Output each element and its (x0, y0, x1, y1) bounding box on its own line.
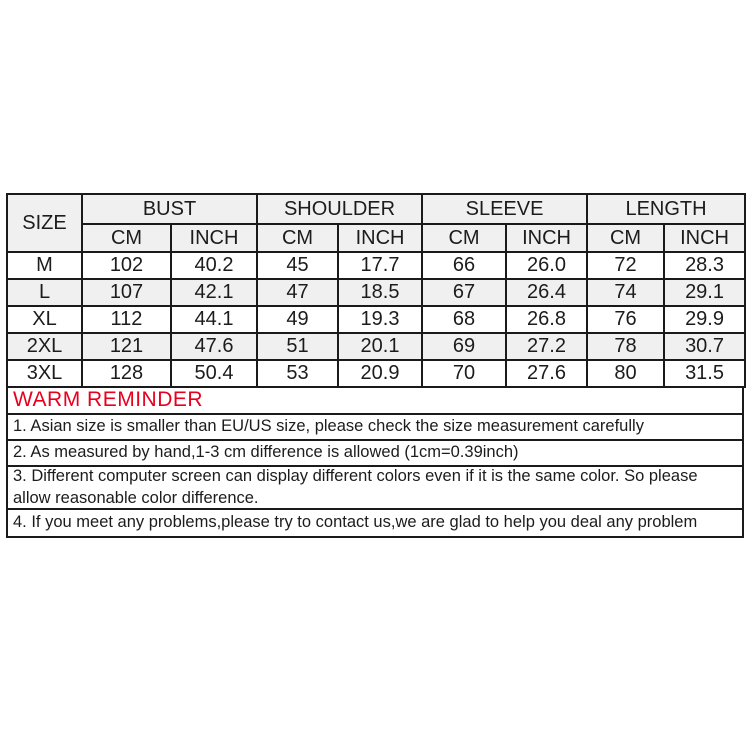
value-cell: 28.3 (664, 252, 745, 279)
value-cell: 53 (257, 360, 338, 387)
reminder-note-1: 1. Asian size is smaller than EU/US size, please check the size measurement carefully (6, 413, 744, 441)
unit-header-length-inch: INCH (664, 224, 745, 252)
size-cell: L (7, 279, 82, 306)
size-cell: M (7, 252, 82, 279)
size-cell: 2XL (7, 333, 82, 360)
group-header-bust: BUST (82, 194, 257, 224)
value-cell: 80 (587, 360, 664, 387)
size-column-header: SIZE (7, 194, 82, 252)
value-cell: 107 (82, 279, 171, 306)
unit-header-bust-cm: CM (82, 224, 171, 252)
table-row-3xl (7, 360, 745, 387)
unit-header-shoulder-inch: INCH (338, 224, 422, 252)
size-cell: 3XL (7, 360, 82, 387)
value-cell: 68 (422, 306, 506, 333)
group-header-shoulder: SHOULDER (257, 194, 422, 224)
value-cell: 27.2 (506, 333, 587, 360)
value-cell: 70 (422, 360, 506, 387)
reminder-title: WARM REMINDER (6, 386, 744, 415)
group-header-length: LENGTH (587, 194, 745, 224)
table-row-xl (7, 306, 745, 333)
size-table (6, 193, 746, 388)
table-header-row-groups (7, 194, 745, 224)
value-cell: 42.1 (171, 279, 257, 306)
group-header-sleeve: SLEEVE (422, 194, 587, 224)
value-cell: 66 (422, 252, 506, 279)
value-cell: 29.9 (664, 306, 745, 333)
value-cell: 17.7 (338, 252, 422, 279)
unit-header-sleeve-inch: INCH (506, 224, 587, 252)
value-cell: 69 (422, 333, 506, 360)
unit-header-shoulder-cm: CM (257, 224, 338, 252)
value-cell: 121 (82, 333, 171, 360)
value-cell: 31.5 (664, 360, 745, 387)
value-cell: 67 (422, 279, 506, 306)
unit-header-length-cm: CM (587, 224, 664, 252)
value-cell: 102 (82, 252, 171, 279)
value-cell: 128 (82, 360, 171, 387)
value-cell: 44.1 (171, 306, 257, 333)
value-cell: 78 (587, 333, 664, 360)
value-cell: 29.1 (664, 279, 745, 306)
value-cell: 20.1 (338, 333, 422, 360)
value-cell: 27.6 (506, 360, 587, 387)
reminder-note-3: 3. Different computer screen can display different colors even if it is the same color. So please allow reasonable color difference. (6, 465, 744, 510)
value-cell: 30.7 (664, 333, 745, 360)
size-cell: XL (7, 306, 82, 333)
table-row-l (7, 279, 745, 306)
table-row-m (7, 252, 745, 279)
value-cell: 72 (587, 252, 664, 279)
value-cell: 26.8 (506, 306, 587, 333)
table-row-2xl (7, 333, 745, 360)
value-cell: 51 (257, 333, 338, 360)
reminder-note-4: 4. If you meet any problems,please try to contact us,we are glad to help you deal any problem (6, 508, 744, 538)
value-cell: 49 (257, 306, 338, 333)
unit-header-bust-inch: INCH (171, 224, 257, 252)
table-header-row-units (7, 224, 745, 252)
value-cell: 20.9 (338, 360, 422, 387)
reminder-section (6, 386, 744, 538)
value-cell: 19.3 (338, 306, 422, 333)
value-cell: 112 (82, 306, 171, 333)
unit-header-sleeve-cm: CM (422, 224, 506, 252)
value-cell: 50.4 (171, 360, 257, 387)
value-cell: 74 (587, 279, 664, 306)
value-cell: 40.2 (171, 252, 257, 279)
reminder-note-2: 2. As measured by hand,1-3 cm difference is allowed (1cm=0.39inch) (6, 439, 744, 467)
value-cell: 47 (257, 279, 338, 306)
size-chart-sheet (6, 193, 744, 538)
value-cell: 45 (257, 252, 338, 279)
value-cell: 47.6 (171, 333, 257, 360)
value-cell: 76 (587, 306, 664, 333)
value-cell: 26.0 (506, 252, 587, 279)
value-cell: 26.4 (506, 279, 587, 306)
value-cell: 18.5 (338, 279, 422, 306)
